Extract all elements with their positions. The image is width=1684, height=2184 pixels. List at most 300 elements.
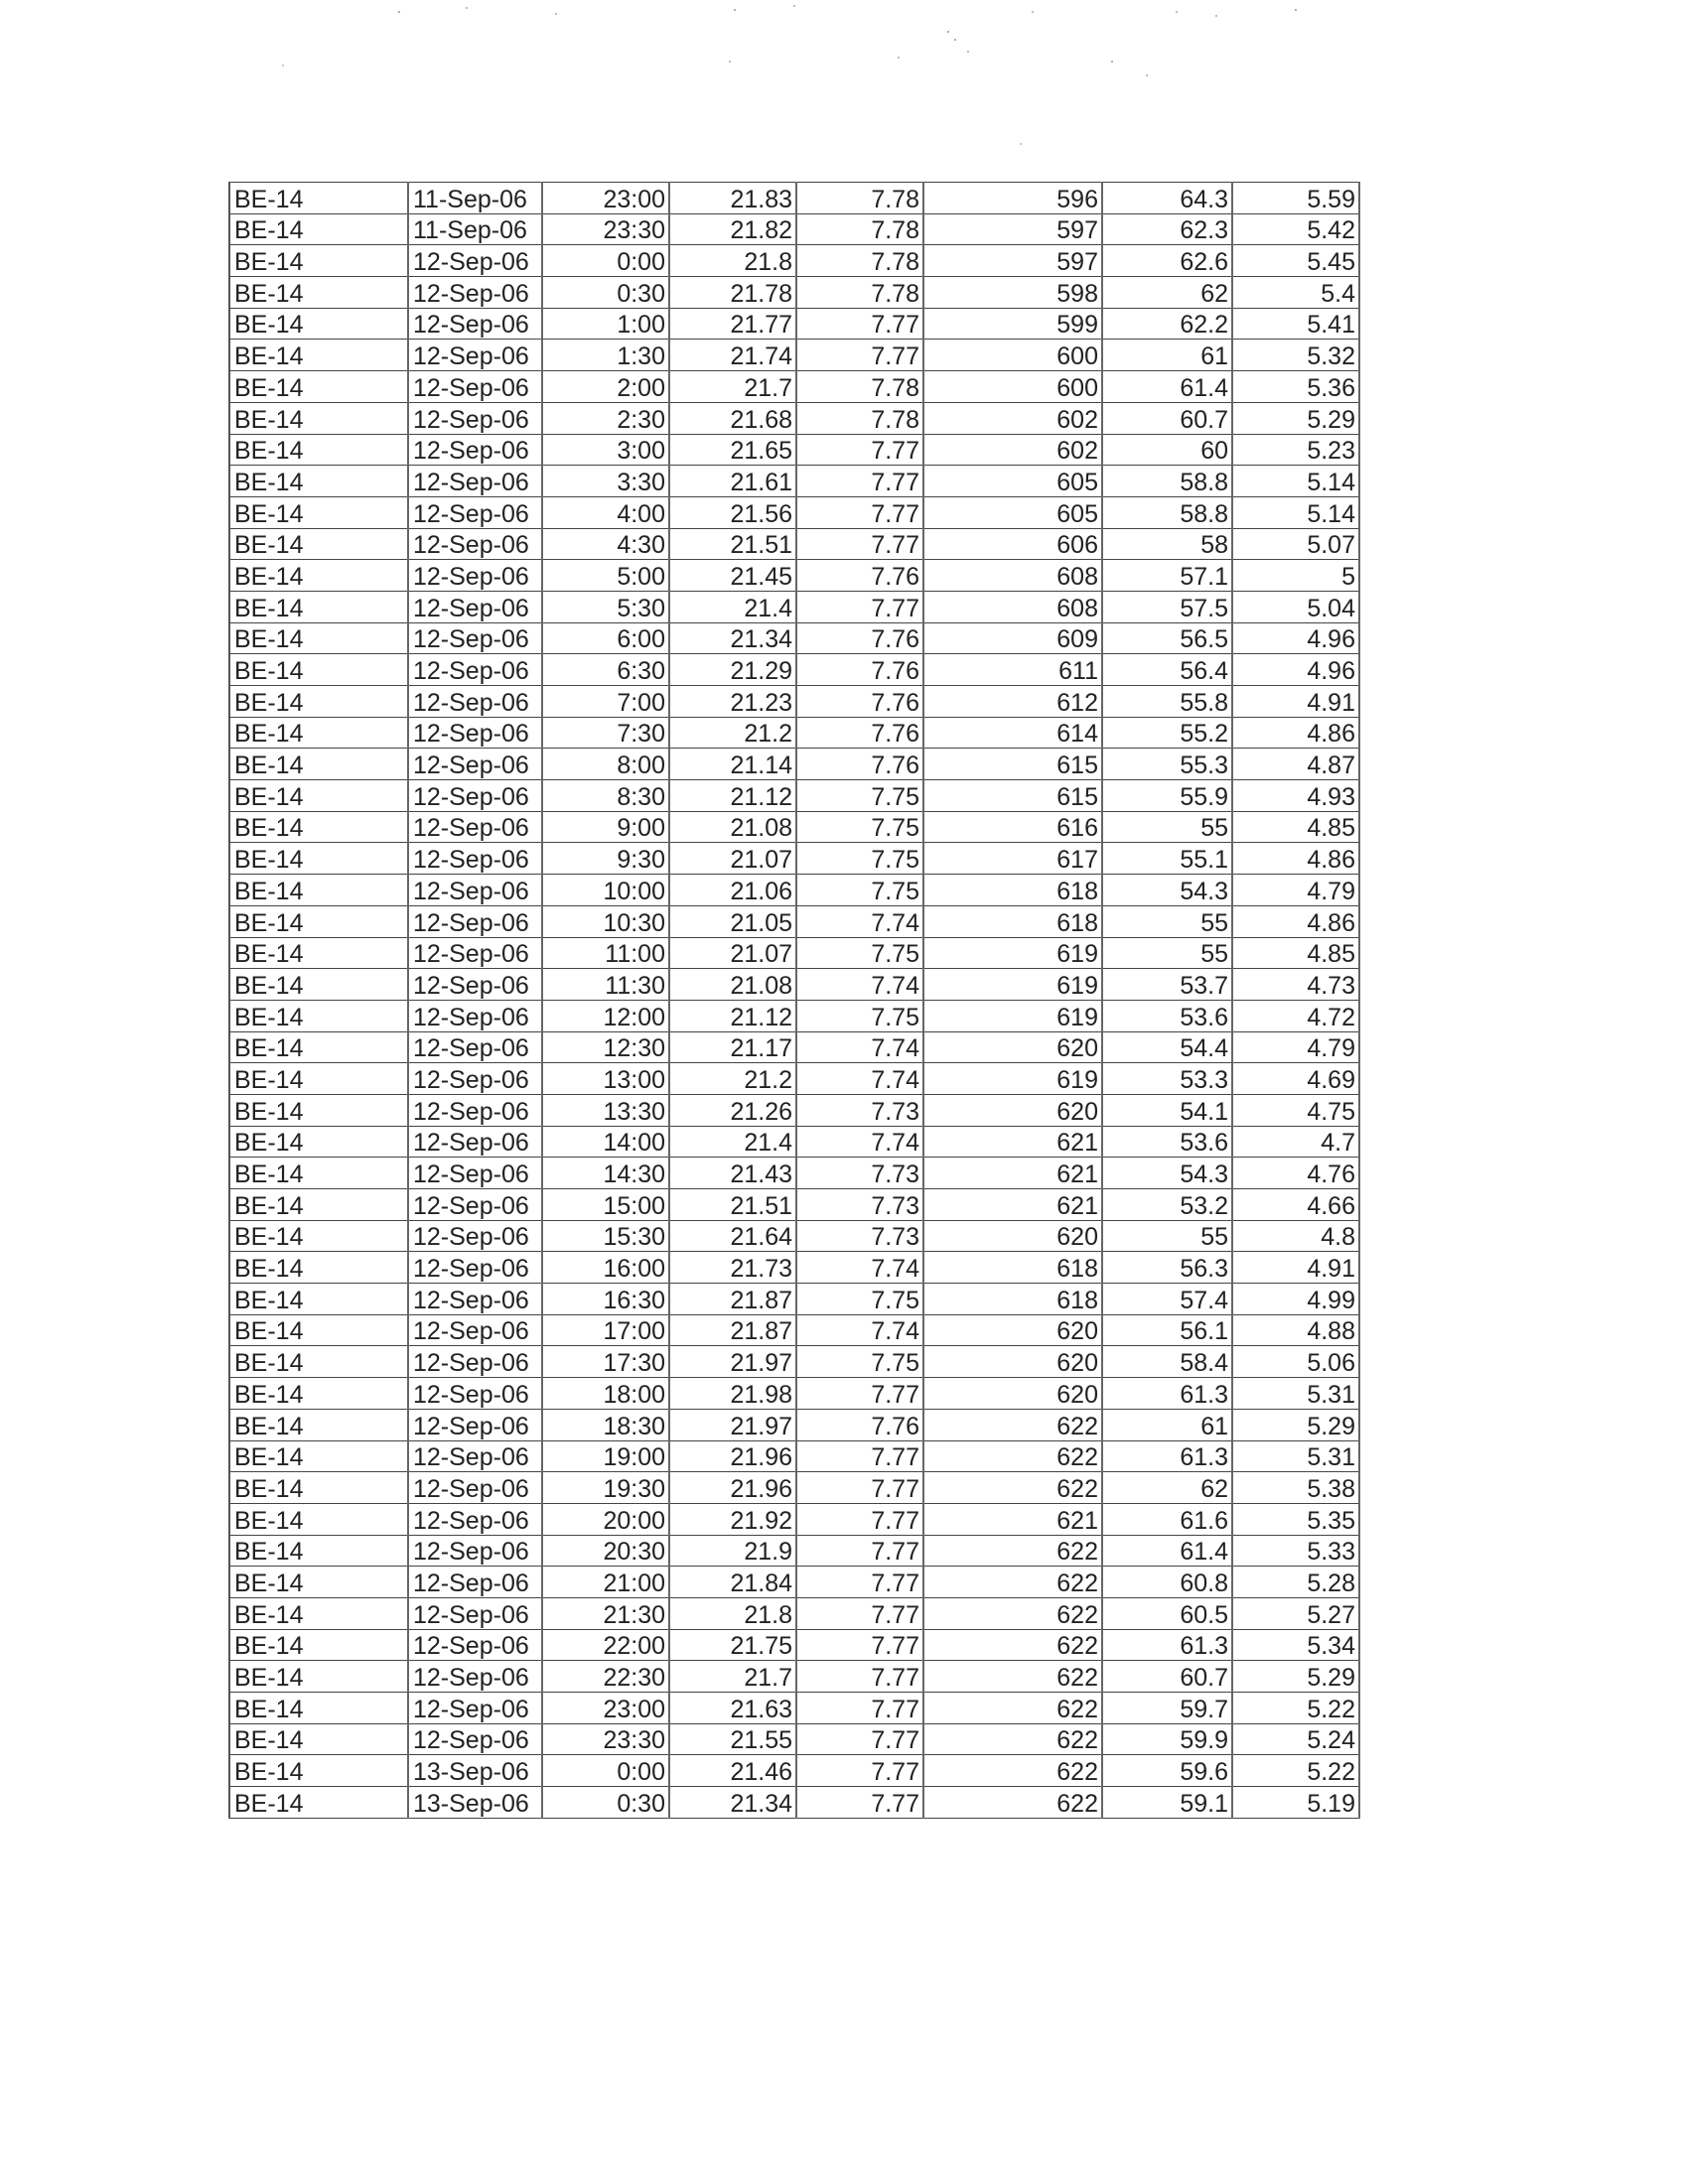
value-cell-2: 7.74 [796, 1252, 923, 1284]
value-cell-5: 4.86 [1232, 843, 1359, 875]
value-cell-2: 7.77 [796, 1661, 923, 1693]
value-cell-4: 58 [1102, 528, 1232, 560]
value-cell-3: 621 [923, 1126, 1102, 1158]
time-cell: 20:00 [542, 1503, 669, 1535]
value-cell-3: 616 [923, 811, 1102, 843]
table-row [229, 749, 1359, 780]
table-row [229, 1409, 1359, 1440]
date-cell: 12-Sep-06 [408, 591, 542, 622]
value-cell-2: 7.78 [796, 245, 923, 277]
time-cell: 2:00 [542, 371, 669, 403]
table-row [229, 1378, 1359, 1410]
value-cell-1: 21.4 [669, 591, 796, 622]
date-cell: 11-Sep-06 [408, 213, 542, 245]
value-cell-3: 621 [923, 1158, 1102, 1189]
date-cell: 12-Sep-06 [408, 969, 542, 1001]
time-cell: 21:00 [542, 1567, 669, 1598]
value-cell-1: 21.65 [669, 434, 796, 466]
value-cell-5: 5.14 [1232, 466, 1359, 497]
station-cell: BE-14 [229, 843, 408, 875]
value-cell-1: 21.45 [669, 560, 796, 592]
value-cell-2: 7.77 [796, 1629, 923, 1661]
value-cell-3: 609 [923, 622, 1102, 654]
value-cell-1: 21.07 [669, 937, 796, 969]
station-cell: BE-14 [229, 213, 408, 245]
table-row [229, 1094, 1359, 1126]
value-cell-5: 5.04 [1232, 591, 1359, 622]
value-cell-3: 620 [923, 1378, 1102, 1410]
time-cell: 23:30 [542, 1723, 669, 1755]
station-cell: BE-14 [229, 937, 408, 969]
value-cell-1: 21.51 [669, 528, 796, 560]
value-cell-3: 622 [923, 1535, 1102, 1567]
value-cell-3: 622 [923, 1629, 1102, 1661]
date-cell: 12-Sep-06 [408, 1503, 542, 1535]
value-cell-2: 7.77 [796, 1535, 923, 1567]
time-cell: 3:30 [542, 466, 669, 497]
value-cell-1: 21.92 [669, 1503, 796, 1535]
value-cell-2: 7.75 [796, 843, 923, 875]
value-cell-4: 55 [1102, 905, 1232, 937]
value-cell-2: 7.74 [796, 1063, 923, 1095]
table-row [229, 1284, 1359, 1315]
value-cell-4: 58.4 [1102, 1346, 1232, 1378]
value-cell-1: 21.23 [669, 686, 796, 718]
date-cell: 12-Sep-06 [408, 277, 542, 309]
time-cell: 23:00 [542, 183, 669, 214]
date-cell: 12-Sep-06 [408, 1000, 542, 1031]
station-cell: BE-14 [229, 1252, 408, 1284]
table-row [229, 717, 1359, 749]
value-cell-5: 4.87 [1232, 749, 1359, 780]
value-cell-2: 7.77 [796, 1472, 923, 1504]
value-cell-5: 4.96 [1232, 654, 1359, 686]
value-cell-2: 7.76 [796, 686, 923, 718]
date-cell: 12-Sep-06 [408, 843, 542, 875]
time-cell: 8:00 [542, 749, 669, 780]
value-cell-2: 7.77 [796, 1440, 923, 1472]
time-cell: 23:30 [542, 213, 669, 245]
time-cell: 0:00 [542, 245, 669, 277]
value-cell-1: 21.08 [669, 969, 796, 1001]
value-cell-1: 21.4 [669, 1126, 796, 1158]
value-cell-5: 5.31 [1232, 1440, 1359, 1472]
value-cell-1: 21.64 [669, 1220, 796, 1252]
date-cell: 12-Sep-06 [408, 434, 542, 466]
value-cell-4: 55 [1102, 1220, 1232, 1252]
value-cell-5: 5.07 [1232, 528, 1359, 560]
date-cell: 12-Sep-06 [408, 1723, 542, 1755]
value-cell-4: 53.2 [1102, 1189, 1232, 1221]
value-cell-2: 7.77 [796, 1567, 923, 1598]
station-cell: BE-14 [229, 1787, 408, 1819]
station-cell: BE-14 [229, 1346, 408, 1378]
value-cell-2: 7.78 [796, 277, 923, 309]
value-cell-2: 7.77 [796, 1503, 923, 1535]
value-cell-2: 7.74 [796, 1314, 923, 1346]
value-cell-2: 7.78 [796, 371, 923, 403]
date-cell: 12-Sep-06 [408, 1189, 542, 1221]
station-cell: BE-14 [229, 905, 408, 937]
value-cell-5: 5.38 [1232, 1472, 1359, 1504]
value-cell-3: 622 [923, 1567, 1102, 1598]
value-cell-4: 61.4 [1102, 371, 1232, 403]
value-cell-2: 7.75 [796, 875, 923, 906]
time-cell: 10:30 [542, 905, 669, 937]
station-cell: BE-14 [229, 1723, 408, 1755]
value-cell-3: 622 [923, 1755, 1102, 1787]
value-cell-5: 5.24 [1232, 1723, 1359, 1755]
date-cell: 12-Sep-06 [408, 1661, 542, 1693]
table-row [229, 905, 1359, 937]
value-cell-1: 21.26 [669, 1094, 796, 1126]
date-cell: 12-Sep-06 [408, 1284, 542, 1315]
time-cell: 16:30 [542, 1284, 669, 1315]
station-cell: BE-14 [229, 1158, 408, 1189]
value-cell-2: 7.77 [796, 466, 923, 497]
value-cell-2: 7.76 [796, 717, 923, 749]
station-cell: BE-14 [229, 1220, 408, 1252]
time-cell: 8:30 [542, 780, 669, 812]
value-cell-3: 596 [923, 183, 1102, 214]
table-row [229, 1440, 1359, 1472]
table-row [229, 1252, 1359, 1284]
value-cell-5: 4.73 [1232, 969, 1359, 1001]
table-row [229, 591, 1359, 622]
value-cell-4: 62.2 [1102, 308, 1232, 340]
date-cell: 13-Sep-06 [408, 1787, 542, 1819]
table-row [229, 1000, 1359, 1031]
value-cell-5: 5.19 [1232, 1787, 1359, 1819]
date-cell: 12-Sep-06 [408, 1158, 542, 1189]
value-cell-1: 21.77 [669, 308, 796, 340]
station-cell: BE-14 [229, 1472, 408, 1504]
value-cell-1: 21.97 [669, 1409, 796, 1440]
date-cell: 12-Sep-06 [408, 749, 542, 780]
value-cell-5: 5.35 [1232, 1503, 1359, 1535]
value-cell-4: 55.1 [1102, 843, 1232, 875]
time-cell: 0:00 [542, 1755, 669, 1787]
value-cell-1: 21.07 [669, 843, 796, 875]
value-cell-4: 61.6 [1102, 1503, 1232, 1535]
time-cell: 19:30 [542, 1472, 669, 1504]
value-cell-5: 5.34 [1232, 1629, 1359, 1661]
value-cell-3: 618 [923, 905, 1102, 937]
date-cell: 12-Sep-06 [408, 1409, 542, 1440]
value-cell-4: 55.3 [1102, 749, 1232, 780]
date-cell: 12-Sep-06 [408, 1252, 542, 1284]
date-cell: 12-Sep-06 [408, 1629, 542, 1661]
value-cell-1: 21.87 [669, 1314, 796, 1346]
value-cell-5: 5.29 [1232, 1409, 1359, 1440]
value-cell-3: 600 [923, 340, 1102, 371]
value-cell-1: 21.14 [669, 749, 796, 780]
value-cell-1: 21.2 [669, 717, 796, 749]
value-cell-3: 619 [923, 1000, 1102, 1031]
station-cell: BE-14 [229, 1629, 408, 1661]
station-cell: BE-14 [229, 875, 408, 906]
table-row [229, 1031, 1359, 1063]
value-cell-2: 7.77 [796, 308, 923, 340]
value-cell-4: 56.5 [1102, 622, 1232, 654]
time-cell: 6:30 [542, 654, 669, 686]
value-cell-3: 621 [923, 1503, 1102, 1535]
table-row [229, 1629, 1359, 1661]
value-cell-2: 7.77 [796, 528, 923, 560]
value-cell-4: 55 [1102, 811, 1232, 843]
value-cell-5: 4.72 [1232, 1000, 1359, 1031]
station-cell: BE-14 [229, 434, 408, 466]
value-cell-4: 61.4 [1102, 1535, 1232, 1567]
value-cell-1: 21.63 [669, 1693, 796, 1724]
value-cell-5: 4.93 [1232, 780, 1359, 812]
station-cell: BE-14 [229, 560, 408, 592]
value-cell-5: 4.88 [1232, 1314, 1359, 1346]
value-cell-4: 54.3 [1102, 1158, 1232, 1189]
value-cell-5: 4.66 [1232, 1189, 1359, 1221]
value-cell-2: 7.76 [796, 749, 923, 780]
value-cell-3: 602 [923, 402, 1102, 434]
value-cell-4: 55.2 [1102, 717, 1232, 749]
value-cell-5: 4.79 [1232, 1031, 1359, 1063]
date-cell: 12-Sep-06 [408, 528, 542, 560]
value-cell-4: 61.3 [1102, 1629, 1232, 1661]
value-cell-4: 56.4 [1102, 654, 1232, 686]
value-cell-5: 5.41 [1232, 308, 1359, 340]
date-cell: 13-Sep-06 [408, 1755, 542, 1787]
value-cell-2: 7.77 [796, 1723, 923, 1755]
time-cell: 2:30 [542, 402, 669, 434]
station-cell: BE-14 [229, 1284, 408, 1315]
value-cell-2: 7.77 [796, 1755, 923, 1787]
value-cell-3: 622 [923, 1693, 1102, 1724]
time-cell: 11:30 [542, 969, 669, 1001]
value-cell-1: 21.96 [669, 1472, 796, 1504]
value-cell-4: 55 [1102, 937, 1232, 969]
table-row [229, 1220, 1359, 1252]
value-cell-3: 611 [923, 654, 1102, 686]
value-cell-3: 615 [923, 749, 1102, 780]
value-cell-5: 4.85 [1232, 811, 1359, 843]
date-cell: 12-Sep-06 [408, 1535, 542, 1567]
value-cell-3: 605 [923, 466, 1102, 497]
table-row [229, 1503, 1359, 1535]
value-cell-2: 7.73 [796, 1189, 923, 1221]
value-cell-3: 622 [923, 1723, 1102, 1755]
station-cell: BE-14 [229, 1597, 408, 1629]
value-cell-5: 5.31 [1232, 1378, 1359, 1410]
time-cell: 1:00 [542, 308, 669, 340]
value-cell-5: 4.85 [1232, 937, 1359, 969]
time-cell: 7:30 [542, 717, 669, 749]
value-cell-4: 60.7 [1102, 1661, 1232, 1693]
value-cell-4: 64.3 [1102, 183, 1232, 214]
value-cell-4: 53.6 [1102, 1126, 1232, 1158]
value-cell-5: 5.29 [1232, 402, 1359, 434]
station-cell: BE-14 [229, 277, 408, 309]
value-cell-2: 7.75 [796, 1284, 923, 1315]
value-cell-3: 617 [923, 843, 1102, 875]
value-cell-3: 608 [923, 591, 1102, 622]
time-cell: 6:00 [542, 622, 669, 654]
value-cell-2: 7.74 [796, 905, 923, 937]
value-cell-5: 4.99 [1232, 1284, 1359, 1315]
value-cell-5: 4.79 [1232, 875, 1359, 906]
value-cell-3: 600 [923, 371, 1102, 403]
value-cell-3: 602 [923, 434, 1102, 466]
table-row [229, 528, 1359, 560]
station-cell: BE-14 [229, 1031, 408, 1063]
time-cell: 5:30 [542, 591, 669, 622]
station-cell: BE-14 [229, 811, 408, 843]
table-row [229, 496, 1359, 528]
date-cell: 12-Sep-06 [408, 402, 542, 434]
value-cell-4: 55.8 [1102, 686, 1232, 718]
station-cell: BE-14 [229, 1755, 408, 1787]
value-cell-2: 7.78 [796, 213, 923, 245]
value-cell-2: 7.75 [796, 1000, 923, 1031]
value-cell-5: 4.91 [1232, 686, 1359, 718]
value-cell-4: 61 [1102, 1409, 1232, 1440]
date-cell: 12-Sep-06 [408, 717, 542, 749]
station-cell: BE-14 [229, 245, 408, 277]
value-cell-5: 5.33 [1232, 1535, 1359, 1567]
value-cell-4: 59.6 [1102, 1755, 1232, 1787]
value-cell-1: 21.8 [669, 1597, 796, 1629]
station-cell: BE-14 [229, 686, 408, 718]
table-row [229, 1535, 1359, 1567]
date-cell: 12-Sep-06 [408, 1126, 542, 1158]
value-cell-2: 7.77 [796, 434, 923, 466]
value-cell-2: 7.74 [796, 1126, 923, 1158]
date-cell: 12-Sep-06 [408, 686, 542, 718]
value-cell-3: 620 [923, 1314, 1102, 1346]
value-cell-1: 21.82 [669, 213, 796, 245]
value-cell-5: 5.06 [1232, 1346, 1359, 1378]
value-cell-2: 7.77 [796, 591, 923, 622]
value-cell-3: 622 [923, 1597, 1102, 1629]
time-cell: 13:30 [542, 1094, 669, 1126]
value-cell-1: 21.05 [669, 905, 796, 937]
station-cell: BE-14 [229, 528, 408, 560]
value-cell-3: 622 [923, 1409, 1102, 1440]
value-cell-4: 57.4 [1102, 1284, 1232, 1315]
date-cell: 12-Sep-06 [408, 937, 542, 969]
value-cell-3: 597 [923, 213, 1102, 245]
station-cell: BE-14 [229, 308, 408, 340]
station-cell: BE-14 [229, 622, 408, 654]
value-cell-1: 21.9 [669, 1535, 796, 1567]
value-cell-3: 622 [923, 1440, 1102, 1472]
value-cell-3: 598 [923, 277, 1102, 309]
value-cell-5: 5.32 [1232, 340, 1359, 371]
value-cell-5: 4.91 [1232, 1252, 1359, 1284]
table-row [229, 1126, 1359, 1158]
value-cell-4: 55.9 [1102, 780, 1232, 812]
value-cell-5: 4.76 [1232, 1158, 1359, 1189]
station-cell: BE-14 [229, 1409, 408, 1440]
time-cell: 13:00 [542, 1063, 669, 1095]
value-cell-2: 7.77 [796, 1378, 923, 1410]
date-cell: 12-Sep-06 [408, 1440, 542, 1472]
value-cell-4: 58.8 [1102, 466, 1232, 497]
table-row [229, 1472, 1359, 1504]
station-cell: BE-14 [229, 371, 408, 403]
date-cell: 12-Sep-06 [408, 1220, 542, 1252]
value-cell-4: 57.1 [1102, 560, 1232, 592]
value-cell-4: 54.4 [1102, 1031, 1232, 1063]
value-cell-1: 21.8 [669, 245, 796, 277]
value-cell-5: 5.29 [1232, 1661, 1359, 1693]
value-cell-1: 21.2 [669, 1063, 796, 1095]
table-row [229, 622, 1359, 654]
time-cell: 12:00 [542, 1000, 669, 1031]
station-cell: BE-14 [229, 402, 408, 434]
date-cell: 12-Sep-06 [408, 245, 542, 277]
value-cell-3: 597 [923, 245, 1102, 277]
station-cell: BE-14 [229, 1535, 408, 1567]
value-cell-4: 61.3 [1102, 1378, 1232, 1410]
value-cell-5: 5.42 [1232, 213, 1359, 245]
value-cell-4: 62 [1102, 1472, 1232, 1504]
value-cell-3: 622 [923, 1472, 1102, 1504]
value-cell-3: 620 [923, 1094, 1102, 1126]
table-row [229, 1189, 1359, 1221]
time-cell: 5:00 [542, 560, 669, 592]
value-cell-4: 57.5 [1102, 591, 1232, 622]
value-cell-2: 7.77 [796, 1787, 923, 1819]
table-row [229, 875, 1359, 906]
value-cell-4: 56.3 [1102, 1252, 1232, 1284]
value-cell-3: 621 [923, 1189, 1102, 1221]
value-cell-3: 605 [923, 496, 1102, 528]
time-cell: 12:30 [542, 1031, 669, 1063]
time-cell: 17:30 [542, 1346, 669, 1378]
value-cell-2: 7.78 [796, 183, 923, 214]
date-cell: 12-Sep-06 [408, 466, 542, 497]
time-cell: 14:30 [542, 1158, 669, 1189]
date-cell: 12-Sep-06 [408, 1063, 542, 1095]
value-cell-4: 59.1 [1102, 1787, 1232, 1819]
value-cell-1: 21.73 [669, 1252, 796, 1284]
date-cell: 12-Sep-06 [408, 1597, 542, 1629]
value-cell-1: 21.08 [669, 811, 796, 843]
value-cell-2: 7.75 [796, 1346, 923, 1378]
time-cell: 7:00 [542, 686, 669, 718]
station-cell: BE-14 [229, 1314, 408, 1346]
value-cell-4: 54.1 [1102, 1094, 1232, 1126]
value-cell-1: 21.17 [669, 1031, 796, 1063]
value-cell-1: 21.84 [669, 1567, 796, 1598]
date-cell: 12-Sep-06 [408, 371, 542, 403]
value-cell-2: 7.73 [796, 1220, 923, 1252]
table-row [229, 466, 1359, 497]
table-row [229, 245, 1359, 277]
value-cell-2: 7.77 [796, 1597, 923, 1629]
value-cell-5: 4.8 [1232, 1220, 1359, 1252]
date-cell: 12-Sep-06 [408, 654, 542, 686]
value-cell-4: 62.3 [1102, 213, 1232, 245]
value-cell-2: 7.74 [796, 969, 923, 1001]
value-cell-4: 61 [1102, 340, 1232, 371]
value-cell-4: 53.3 [1102, 1063, 1232, 1095]
table-row [229, 340, 1359, 371]
table-row [229, 1567, 1359, 1598]
table-row [229, 213, 1359, 245]
time-cell: 11:00 [542, 937, 669, 969]
table-row [229, 780, 1359, 812]
table-row [229, 1787, 1359, 1819]
